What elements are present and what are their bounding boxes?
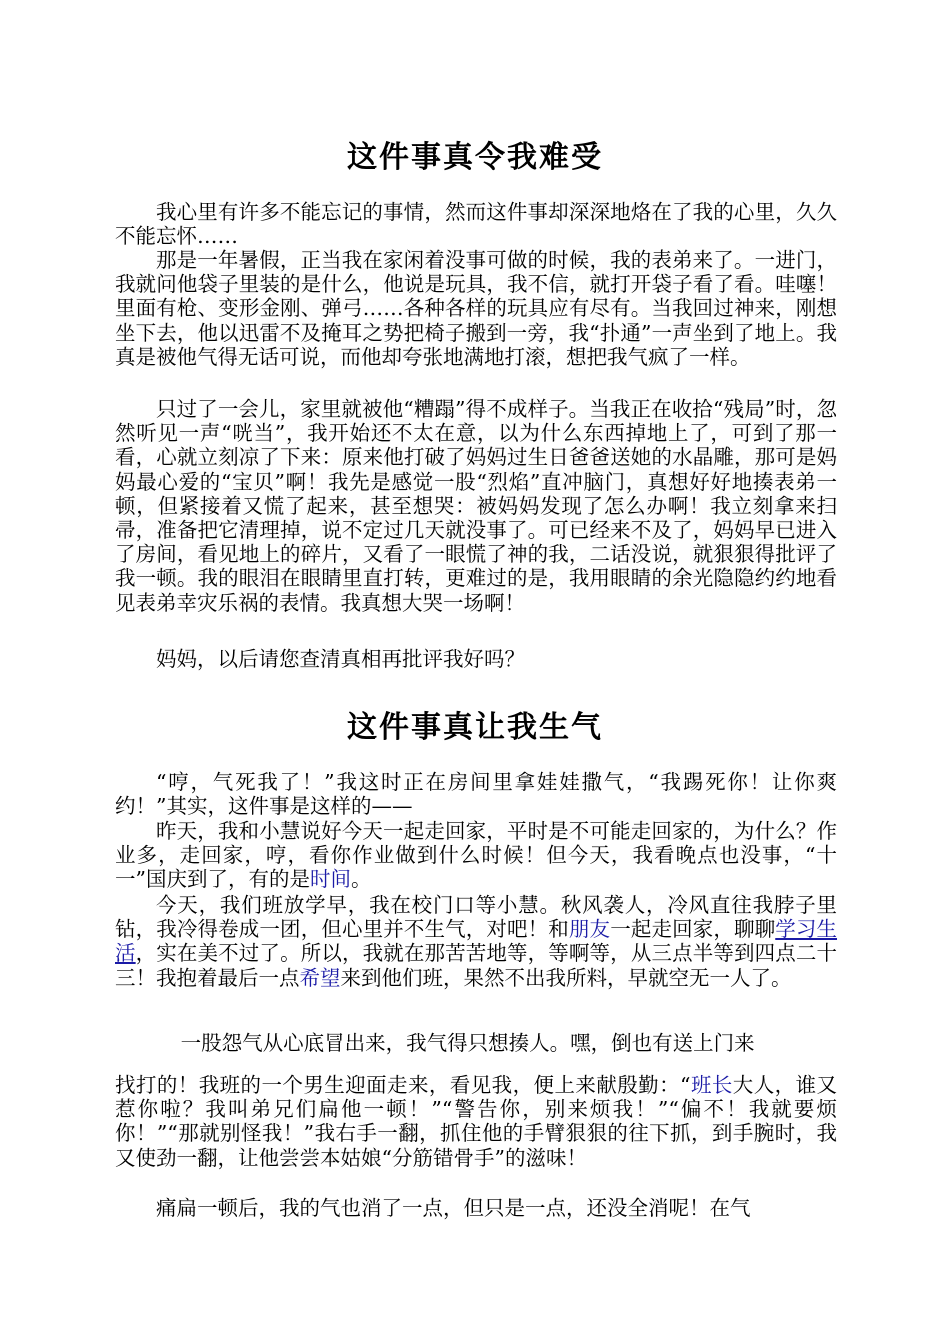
text-run: ，实在美不过了。所以，我就在那苦苦地等，等啊等，从三点半等到四点二十三！我抱着最后一点: [115, 941, 838, 990]
paragraph-6: [115, 819, 837, 892]
link-monitor[interactable]: 班长: [690, 1073, 733, 1097]
paragraph-9: [115, 1073, 837, 1170]
paragraph-1: 我心里有许多不能忘记的事情，然而这件事却深深地烙在了我的心里，久久不能忘怀……: [115, 200, 837, 249]
link-friend[interactable]: 朋友: [568, 917, 611, 942]
paragraph-5: “哼，气死我了！”我这时正在房间里拿娃娃撒气，“我踢死你！让你爽约！”其实，这件事是这样的——: [115, 770, 837, 819]
paragraph-2: 那是一年暑假，正当我在家闲着没事可做的时候，我的表弟来了。一进门，我就问他袋子里装的是什么，他说是玩具，我不信，就打开袋子看了看。哇噻！里面有枪、变形金刚、弹弓……各种各样的玩具应有尽有。当我回过神来，刚想坐下去，他以迅雷不及掩耳之势把椅子搬到一旁，我“扑通”一声坐到了地上。我真是被他气得无话可说，而他却夸张地满地打滚，想把我气疯了一样。: [115, 248, 837, 369]
link-hope[interactable]: 希望: [299, 965, 341, 990]
text-run: 昨天，我和小慧说好今天一起走回家，平时是不可能走回家的，为什么？作业多，走回家，哼，看你作业做到什么时候！但今天，我看晚点也没事，“十一”国庆到了，有的是: [115, 819, 837, 892]
text-run: 找打的！我班的一个男生迎面走来，看见我，便上来献殷勤：“: [115, 1073, 691, 1097]
paragraph-8: 一股怨气从心底冒出来，我气得只想揍人。嘿，倒也有送上门来: [180, 1031, 755, 1055]
text-run: 来到他们班，果然不出我所料，早就空无一人了。: [340, 965, 792, 990]
text-run: 一起走回家，聊聊: [610, 917, 776, 942]
paragraph-7: [115, 893, 837, 990]
paragraph-3: 只过了一会儿，家里就被他“糟蹋”得不成样子。当我正在收拾“残局”时，忽然听见一声“咣当”，我开始还不太在意，以为什么东西掉地上了，可到了那一看，心就立刻凉了下来：原来他打破了妈妈过生日爸爸送她的水晶雕，那可是妈妈最心爱的“宝贝”啊！我先是感觉一股“烈焰”直冲脑门，真想好好地揍表弟一顿，但紧接着又慌了起来，甚至想哭：被妈妈发现了怎么办啊！我立刻拿来扫帚，准备把它清理掉，说不定过几天就没事了。可已经来不及了，妈妈早已进入了房间，看见地上的碎片，又看了一眼慌了神的我，二话没说，就狠狠得批评了我一顿。我的眼泪在眼睛里直打转，更难过的是，我用眼睛的余光隐隐约约地看见表弟幸灾乐祸的表情。我真想大哭一场啊！: [115, 397, 837, 615]
text-run: 大人，谁又惹你啦？我叫弟兄们扁他一顿！”“警告你，别来烦我！”“偏不！我就要烦你！”“那就别怪我！”我右手一翻，抓住他的手臂狠狠的往下抓，到手腕时，我又使劲一翻，让他尝尝本姑娘“分筋错骨手”的滋味！: [115, 1073, 838, 1170]
heading-2: 这件事真让我生气: [347, 710, 603, 745]
text-run: 今天，我们班放学早，我在校门口等小慧。秋风袭人，冷风直往我脖子里钻，我冷得卷成一团，但心里并不生气，对吧！和: [115, 893, 837, 942]
link-study-life[interactable]: 学习生活: [115, 917, 838, 966]
paragraph-4: 妈妈，以后请您查清真相再批评我好吗？: [156, 647, 525, 671]
paragraph-10: 痛扁一顿后，我的气也消了一点，但只是一点，还没全消呢！在气: [156, 1196, 751, 1220]
text-run: 。: [350, 867, 372, 892]
link-time[interactable]: 时间: [309, 867, 351, 892]
heading-1: 这件事真令我难受: [347, 140, 603, 175]
